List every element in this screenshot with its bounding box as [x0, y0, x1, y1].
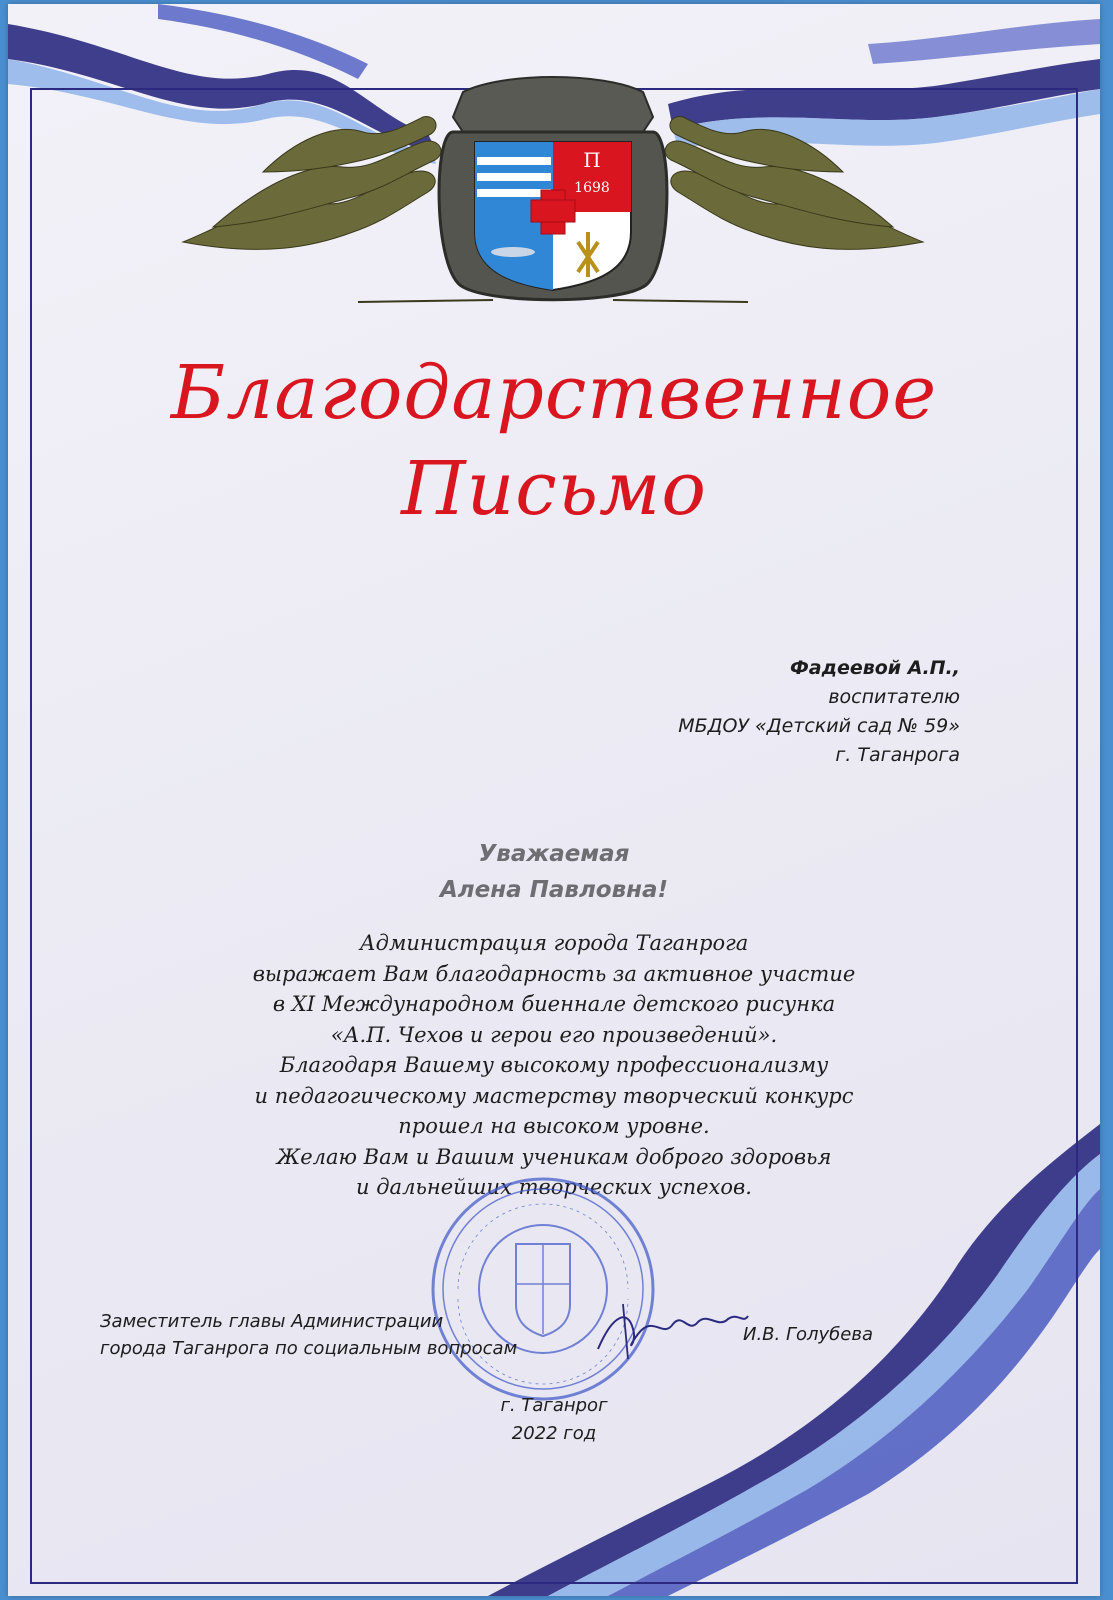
recipient-organization: МБДОУ «Детский сад № 59» — [678, 715, 960, 737]
signer-title-line-1: Заместитель главы Администрации — [100, 1311, 444, 1332]
signer-title — [100, 1308, 517, 1362]
emblem-year: 1698 — [574, 180, 610, 196]
body-line: Администрация города Таганрога — [359, 931, 749, 955]
official-stamp — [428, 1174, 658, 1404]
body-line: и педагогическому мастерству творческий конкурс — [254, 1083, 854, 1108]
recipient-block — [678, 654, 960, 770]
place-date — [8, 1392, 1100, 1448]
recipient-name: Фадеевой А.П., — [789, 657, 960, 679]
greeting — [8, 836, 1100, 908]
title-line-2: Письмо — [401, 446, 707, 532]
body-line: в XI Международном биеннале детского рисунка — [272, 992, 836, 1016]
body-line: и дальнейших творческих успехов. — [356, 1175, 752, 1199]
place: г. Таганрог — [500, 1395, 608, 1416]
recipient-position: воспитателю — [828, 686, 960, 708]
title-line-1: Благодарственное — [170, 350, 938, 436]
signer-name: И.В. Голубева — [743, 1324, 873, 1345]
certificate-sheet — [8, 4, 1100, 1596]
signer-title-line-2: города Таганрога по социальным вопросам — [100, 1338, 518, 1359]
body-line: выражает Вам благодарность за активное участие — [252, 961, 856, 986]
body-line: «А.П. Чехов и герои его произведений». — [330, 1022, 778, 1047]
greeting-line-2: Алена Павловна! — [439, 877, 669, 903]
greeting-line-1: Уважаемая — [478, 841, 630, 867]
body-line: Желаю Вам и Вашим ученикам доброго здоровья — [276, 1144, 832, 1169]
body-line: прошел на высоком уровне. — [398, 1114, 710, 1138]
recipient-city: г. Таганрога — [835, 744, 960, 766]
signature — [593, 1294, 753, 1364]
coat-of-arms-emblem — [173, 72, 933, 312]
emblem-letter: П — [583, 148, 601, 172]
date-year: 2022 год — [511, 1423, 597, 1444]
letter-body — [8, 928, 1100, 1203]
body-line: Благодаря Вашему высокому профессионализму — [279, 1053, 829, 1077]
